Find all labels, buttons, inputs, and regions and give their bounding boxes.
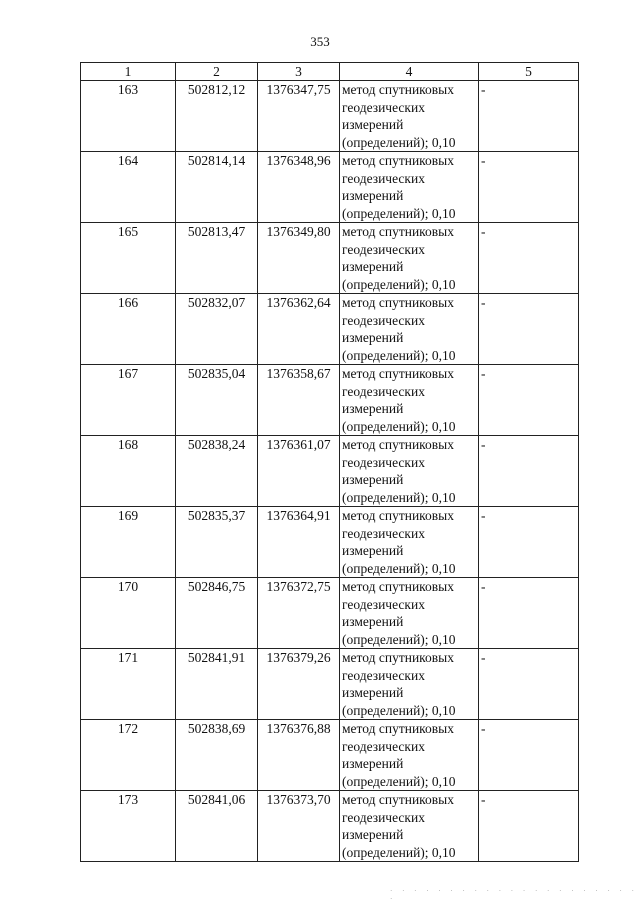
table-row <box>81 365 579 436</box>
note-cell: - <box>479 436 579 507</box>
table-row <box>81 436 579 507</box>
method-text-line: (определений); 0,10 <box>342 773 456 789</box>
point-number-cell: 163 <box>81 81 176 152</box>
x-coordinate-cell: 502841,91 <box>176 649 258 720</box>
scan-footer-marks: · · · · · · · · · · · · · · · · · · · · · · <box>390 887 638 903</box>
table-row <box>81 649 579 720</box>
note-cell: - <box>479 507 579 578</box>
column-header: 3 <box>258 63 340 81</box>
y-coordinate-cell: 1376348,96 <box>258 152 340 223</box>
method-text-line: (определений); 0,10 <box>342 844 456 860</box>
column-header: 4 <box>340 63 479 81</box>
method-cell <box>340 152 479 223</box>
column-header: 5 <box>479 63 579 81</box>
method-cell <box>340 578 479 649</box>
method-text-line: измерений <box>342 543 404 558</box>
y-coordinate-cell: 1376362,64 <box>258 294 340 365</box>
column-header: 1 <box>81 63 176 81</box>
table-row <box>81 578 579 649</box>
table-body <box>81 81 579 862</box>
note-cell: - <box>479 152 579 223</box>
method-text-line: метод спутниковых <box>342 792 454 807</box>
x-coordinate-cell: 502835,37 <box>176 507 258 578</box>
method-cell <box>340 294 479 365</box>
method-text-line: геодезических <box>342 809 425 825</box>
method-text-line: (определений); 0,10 <box>342 205 456 221</box>
note-cell: - <box>479 791 579 862</box>
method-text-line: метод спутниковых <box>342 650 454 665</box>
method-text-line: измерений <box>342 188 404 203</box>
method-text-line: измерений <box>342 401 404 416</box>
x-coordinate-cell: 502841,06 <box>176 791 258 862</box>
page-number: 353 <box>310 34 330 49</box>
y-coordinate-cell: 1376376,88 <box>258 720 340 791</box>
method-cell <box>340 223 479 294</box>
method-text-line: метод спутниковых <box>342 721 454 736</box>
note-cell: - <box>479 720 579 791</box>
method-text-line: метод спутниковых <box>342 153 454 168</box>
method-text-line: геодезических <box>342 667 425 683</box>
method-cell <box>340 720 479 791</box>
y-coordinate-cell: 1376361,07 <box>258 436 340 507</box>
point-number-cell: 171 <box>81 649 176 720</box>
x-coordinate-cell: 502832,07 <box>176 294 258 365</box>
y-coordinate-cell: 1376379,26 <box>258 649 340 720</box>
point-number-cell: 164 <box>81 152 176 223</box>
method-text-line: (определений); 0,10 <box>342 489 456 505</box>
method-cell <box>340 436 479 507</box>
method-text-line: геодезических <box>342 99 425 115</box>
method-text-line: (определений); 0,10 <box>342 702 456 718</box>
method-text-line: метод спутниковых <box>342 508 454 523</box>
method-cell <box>340 649 479 720</box>
method-text-line: измерений <box>342 472 404 487</box>
method-text-line: метод спутниковых <box>342 366 454 381</box>
method-text-line: метод спутниковых <box>342 579 454 594</box>
note-cell: - <box>479 365 579 436</box>
y-coordinate-cell: 1376373,70 <box>258 791 340 862</box>
note-cell: - <box>479 81 579 152</box>
x-coordinate-cell: 502838,69 <box>176 720 258 791</box>
method-text-line: измерений <box>342 685 404 700</box>
method-cell <box>340 365 479 436</box>
point-number-cell: 172 <box>81 720 176 791</box>
x-coordinate-cell: 502846,75 <box>176 578 258 649</box>
method-cell <box>340 81 479 152</box>
method-cell <box>340 507 479 578</box>
x-coordinate-cell: 502838,24 <box>176 436 258 507</box>
method-text-line: геодезических <box>342 170 425 186</box>
x-coordinate-cell: 502814,14 <box>176 152 258 223</box>
point-number-cell: 173 <box>81 791 176 862</box>
table-row <box>81 294 579 365</box>
method-text-line: геодезических <box>342 241 425 257</box>
y-coordinate-cell: 1376347,75 <box>258 81 340 152</box>
method-text-line: измерений <box>342 259 404 274</box>
method-text-line: (определений); 0,10 <box>342 631 456 647</box>
y-coordinate-cell: 1376364,91 <box>258 507 340 578</box>
y-coordinate-cell: 1376349,80 <box>258 223 340 294</box>
method-text-line: измерений <box>342 827 404 842</box>
table-row <box>81 223 579 294</box>
point-number-cell: 165 <box>81 223 176 294</box>
method-text-line: геодезических <box>342 596 425 612</box>
method-text-line: геодезических <box>342 738 425 754</box>
method-text-line: измерений <box>342 330 404 345</box>
method-text-line: метод спутниковых <box>342 437 454 452</box>
method-text-line: метод спутниковых <box>342 295 454 310</box>
point-number-cell: 168 <box>81 436 176 507</box>
method-text-line: метод спутниковых <box>342 82 454 97</box>
point-number-cell: 166 <box>81 294 176 365</box>
method-cell <box>340 791 479 862</box>
method-text-line: геодезических <box>342 312 425 328</box>
method-text-line: (определений); 0,10 <box>342 560 456 576</box>
table-row <box>81 152 579 223</box>
method-text-line: измерений <box>342 117 404 132</box>
x-coordinate-cell: 502813,47 <box>176 223 258 294</box>
x-coordinate-cell: 502835,04 <box>176 365 258 436</box>
point-number-cell: 170 <box>81 578 176 649</box>
x-coordinate-cell: 502812,12 <box>176 81 258 152</box>
note-cell: - <box>479 649 579 720</box>
table-row <box>81 507 579 578</box>
table-header-row <box>81 63 579 81</box>
y-coordinate-cell: 1376358,67 <box>258 365 340 436</box>
table-row <box>81 81 579 152</box>
note-cell: - <box>479 294 579 365</box>
note-cell: - <box>479 223 579 294</box>
point-number-cell: 169 <box>81 507 176 578</box>
method-text-line: (определений); 0,10 <box>342 347 456 363</box>
method-text-line: измерений <box>342 756 404 771</box>
method-text-line: (определений); 0,10 <box>342 418 456 434</box>
coordinates-table <box>80 62 579 862</box>
method-text-line: геодезических <box>342 454 425 470</box>
column-header: 2 <box>176 63 258 81</box>
method-text-line: геодезических <box>342 525 425 541</box>
table-row <box>81 791 579 862</box>
method-text-line: (определений); 0,10 <box>342 134 456 150</box>
note-cell: - <box>479 578 579 649</box>
table-row <box>81 720 579 791</box>
method-text-line: метод спутниковых <box>342 224 454 239</box>
method-text-line: измерений <box>342 614 404 629</box>
y-coordinate-cell: 1376372,75 <box>258 578 340 649</box>
method-text-line: геодезических <box>342 383 425 399</box>
point-number-cell: 167 <box>81 365 176 436</box>
method-text-line: (определений); 0,10 <box>342 276 456 292</box>
